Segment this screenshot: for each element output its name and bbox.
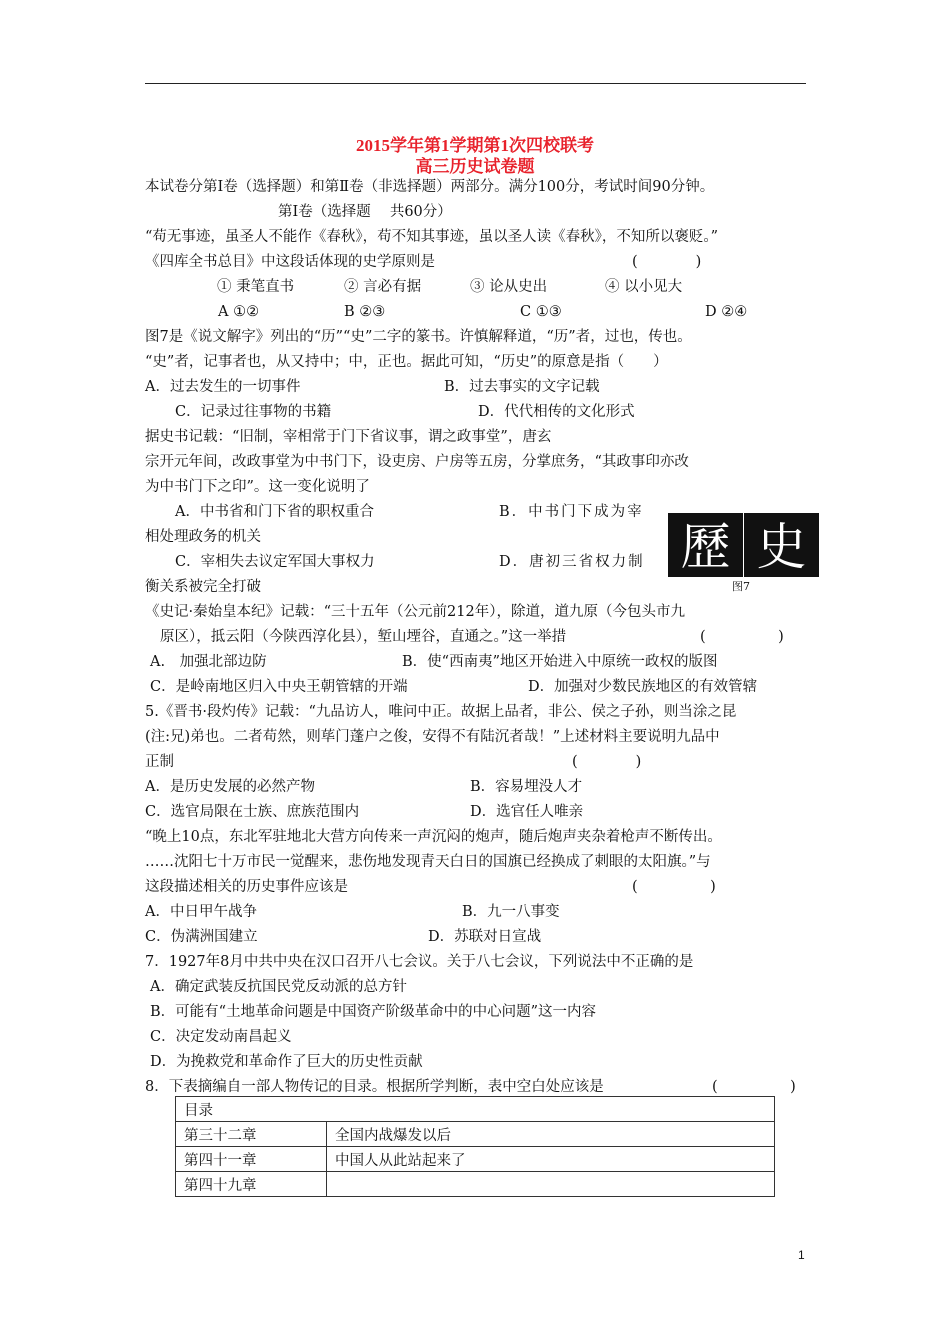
q4-option-a: A. 加强北部边防 <box>150 654 267 670</box>
q2-stem-line1: 图7是《说文解字》列出的“历”“史”二字的篆书。许慎解释道，“历”者，过也，传也。 <box>145 329 692 345</box>
q2-option-b: B．过去事实的文字记载 <box>444 379 600 395</box>
header-rule <box>145 83 806 84</box>
q5-answer-paren: ( ) <box>572 754 642 770</box>
q7-option-d: D．为挽救党和革命作了巨大的历史性贡献 <box>150 1054 423 1070</box>
exam-subtitle: 高三历史试卷题 <box>415 157 535 176</box>
q6-stem-line3: 这段描述相关的历史事件应该是 <box>145 879 348 895</box>
table-row <box>176 1122 775 1147</box>
q4-stem-line2: 原区），抵云阳（今陕西淳化县），堑山堙谷，直通之。”这一举措 <box>160 629 567 645</box>
chapter-title-cell: 中国人从此站起来了 <box>327 1147 775 1172</box>
q5-option-d: D．选官任人唯亲 <box>470 804 584 820</box>
q6-stem-line1: “晚上10点，东北军驻地北大营方向传来一声沉闷的炮声，随后炮声夹杂着枪声不断传出。 <box>145 829 722 845</box>
q2-option-c: C．记录过往事物的书籍 <box>175 404 332 420</box>
q5-stem-line3: 正制 <box>145 754 174 770</box>
q1-item: ① 秉笔直书 <box>217 279 295 295</box>
q1-option-c: C ①③ <box>520 304 562 320</box>
q4-stem-line1: 《史记·秦始皇本纪》记载：“三十五年（公元前212年），除道，道九原（今包头市九 <box>145 604 685 620</box>
q1-stem-line1: “苟无事迹，虽圣人不能作《春秋》，苟不知其事迹，虽以圣人读《春秋》，不知所以褒贬。” <box>145 229 719 245</box>
q8-answer-paren: ( ) <box>712 1079 796 1095</box>
q4-option-c: C．是岭南地区归入中央王朝管辖的开端 <box>150 679 408 695</box>
q3-option-d: D．唐初三省权力制 <box>499 554 645 570</box>
q3-option-b-cont: 相处理政务的机关 <box>145 529 261 545</box>
q2-option-d: D．代代相传的文化形式 <box>478 404 635 420</box>
q8-stem: 8．下表摘编自一部人物传记的目录。根据所学判断，表中空白处应该是 <box>145 1079 604 1095</box>
figure-glyph-shi: 史 <box>756 518 807 576</box>
q3-stem-line3: 为中书门下之印”。这一变化说明了 <box>145 479 370 495</box>
figure-glyph-li: 歷 <box>680 518 731 576</box>
q1-answer-paren: ( ) <box>632 254 702 270</box>
q1-option-d: D ②④ <box>705 304 748 320</box>
q2-option-a: A．过去发生的一切事件 <box>145 379 301 395</box>
page-number: 1 <box>798 1248 805 1262</box>
q1-item: ② 言必有据 <box>344 279 422 295</box>
contents-table <box>175 1096 775 1197</box>
figure-caption: 图7 <box>732 580 750 593</box>
q3-option-c: C．宰相失去议定军国大事权力 <box>175 554 375 570</box>
q1-option-a: A ①② <box>218 304 260 320</box>
section-heading: 第Ⅰ卷（选择题 共60分） <box>278 204 452 220</box>
exam-title: 2015学年第1学期第1次四校联考 <box>356 136 594 155</box>
chapter-number-cell: 第四十一章 <box>176 1147 327 1172</box>
q7-option-b: B．可能有“土地革命问题是中国资产阶级革命中的中心问题”这一内容 <box>150 1004 596 1020</box>
q7-option-c: C．决定发动南昌起义 <box>150 1029 292 1045</box>
q6-stem-line2: ……沈阳七十万市民一觉醒来，悲伤地发现青天白日的国旗已经换成了刺眼的太阳旗。”与 <box>145 854 711 870</box>
q6-option-c: C．伪满洲国建立 <box>145 929 258 945</box>
q6-option-d: D．苏联对日宣战 <box>428 929 542 945</box>
q4-option-b: B．使“西南夷”地区开始进入中原统一政权的版图 <box>402 654 718 670</box>
table-header-cell: 目录 <box>176 1097 775 1122</box>
table-header-row <box>176 1097 775 1122</box>
chapter-title-cell: 全国内战爆发以后 <box>327 1122 775 1147</box>
q2-stem-line2: “史”者，记事者也，从又持中；中，正也。据此可知，“历史”的原意是指（ ） <box>145 354 668 370</box>
q3-option-d-cont: 衡关系被完全打破 <box>145 579 261 595</box>
q4-option-d: D．加强对少数民族地区的有效管辖 <box>528 679 758 695</box>
q6-answer-paren: ( ) <box>632 879 716 895</box>
q3-option-a: A．中书省和门下省的职权重合 <box>175 504 374 520</box>
q1-item: ③ 论从史出 <box>470 279 548 295</box>
table-row <box>176 1147 775 1172</box>
q7-stem: 7．1927年8月中共中央在汉口召开八七会议。关于八七会议，下列说法中不正确的是 <box>145 954 694 970</box>
q4-answer-paren: ( ) <box>700 629 784 645</box>
q5-option-c: C．选官局限在士族、庶族范围内 <box>145 804 360 820</box>
q1-item: ④ 以小见大 <box>605 279 683 295</box>
q3-option-b: B．中书门下成为宰 <box>499 504 644 520</box>
q5-option-b: B．容易埋没人才 <box>470 779 583 795</box>
q6-option-a: A．中日甲午战争 <box>145 904 257 920</box>
chapter-title-blank-cell <box>327 1172 775 1197</box>
q1-stem-line2: 《四库全书总目》中这段话体现的史学原则是 <box>145 254 435 270</box>
q5-stem-line1: 5.《晋书·段灼传》记载：“九品访人，唯问中正。故据上品者，非公、侯之子孙，则当涂之昆 <box>145 704 737 720</box>
q5-stem-line2: (注:兄)弟也。二者苟然，则荜门蓬户之俊，安得不有陆沉者哉！”上述材料主要说明九品中 <box>145 729 720 745</box>
q3-stem-line1: 据史书记载：“旧制，宰相常于门下省议事，谓之政事堂”，唐玄 <box>145 429 552 445</box>
exam-description: 本试卷分第Ⅰ卷（选择题）和第Ⅱ卷（非选择题）两部分。满分100分，考试时间90分钟。 <box>145 179 715 195</box>
table-row <box>176 1172 775 1197</box>
q3-stem-line2: 宗开元年间，改政事堂为中书门下，设吏房、户房等五房，分掌庶务，“其政事印亦改 <box>145 454 689 470</box>
figure-7-seal-script <box>668 513 819 577</box>
chapter-number-cell: 第四十九章 <box>176 1172 327 1197</box>
q1-option-b: B ②③ <box>344 304 386 320</box>
chapter-number-cell: 第三十二章 <box>176 1122 327 1147</box>
q6-option-b: B．九一八事变 <box>462 904 560 920</box>
q7-option-a: A．确定武装反抗国民党反动派的总方针 <box>150 979 407 995</box>
q5-option-a: A．是历史发展的必然产物 <box>145 779 315 795</box>
